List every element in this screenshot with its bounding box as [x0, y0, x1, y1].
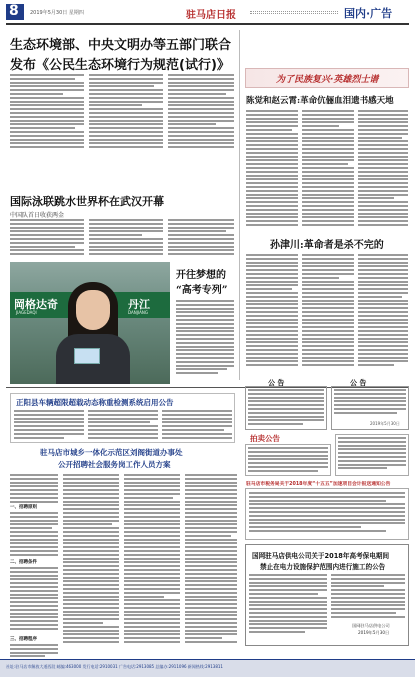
- grid-col2: [331, 574, 405, 620]
- recruit-headline-line1: 驻马店市城乡一体化示范区刘阁街道办事处: [40, 448, 183, 457]
- header-ornament: [250, 11, 338, 14]
- recruit-col1c: [10, 567, 58, 632]
- diving-headline: 国际泳联跳水世界杯在武汉开幕: [10, 195, 164, 208]
- vehicle-headline: 正阳县车辆超限超载动态称重检测系统启用公告: [16, 398, 174, 407]
- top-headline-line1: 生态环境部、中央文明办等五部门联合: [10, 38, 232, 53]
- masthead: 驻马店日报: [186, 10, 236, 21]
- grid-date: 2019年5月30日: [358, 630, 390, 635]
- student-ticket: [74, 348, 100, 364]
- diving-col1: [10, 219, 84, 257]
- grid-headline-line1: 国网驻马店供电公司关于2018年高考保电期间: [252, 552, 390, 560]
- notice2-date: 2019年5月30日: [370, 421, 400, 426]
- student-photo: [10, 262, 170, 384]
- tax-text: [249, 492, 405, 534]
- photo-caption-text: [176, 300, 234, 376]
- notice1-title: 公 告: [268, 379, 285, 387]
- top-article-col3: [168, 74, 234, 150]
- banner-right-sub: DANJIANG: [128, 310, 148, 315]
- photo-title-line1: 开往梦想的: [176, 270, 226, 281]
- hero-banner-text: 为了民族复兴·英雄烈士谱: [276, 75, 379, 85]
- recruit-col3: [124, 474, 180, 645]
- banner-left-text: 岡格达奇: [14, 298, 58, 311]
- column-separator: [239, 30, 240, 380]
- hero1-col3: [358, 110, 408, 228]
- grid-signature: 国网驻马店供电公司: [352, 623, 390, 628]
- diving-col3: [168, 219, 234, 257]
- recruit-section3: 三、招聘程序: [10, 637, 37, 642]
- recruit-section2: 二、招聘条件: [10, 560, 37, 565]
- student-face: [76, 290, 110, 330]
- section-label: 国内·广告: [344, 7, 393, 20]
- notice-small-text: [338, 437, 406, 471]
- grid-col1: [249, 574, 327, 635]
- recruit-headline-line2: 公开招聘社会服务岗工作人员方案: [58, 460, 171, 469]
- date-line: 2019年5月30日 星期四: [30, 10, 84, 16]
- vehicle-col1: [14, 410, 84, 440]
- footer-text: 社址:驻马店市解放大道西段 邮编:463000 发行电话:2910031 广告电话:2913085 总编办:2911096 新闻热线:2913811: [6, 664, 223, 669]
- hero2-col2: [302, 254, 354, 368]
- hero1-col2: [302, 110, 354, 228]
- banner-left-sub: JIAGEDAQI: [16, 310, 37, 315]
- tax-headline: 驻马店市税务局关于2018年度“十五五”加速项目会计报送通知公告: [246, 482, 391, 487]
- top-headline-line2: 发布《公民生态环境行为规范(试行)》: [10, 58, 230, 73]
- grid-headline-line2: 禁止在电力设施保护范围内进行施工的公告: [260, 563, 386, 571]
- hero2-headline: 孙津川:革命者是杀不完的: [270, 240, 384, 251]
- banner-right-text: 丹江: [128, 298, 150, 311]
- auction-title: 拍卖公告: [250, 434, 280, 443]
- hero1-headline: 陈觉和赵云霄:革命伉俪血泪遗书感天地: [246, 96, 394, 106]
- diving-col2: [89, 219, 163, 257]
- header-rule: [6, 23, 409, 25]
- diving-source: 中国队首日收获两金: [10, 212, 65, 219]
- recruit-col1d: [10, 644, 58, 659]
- recruit-col4: [185, 474, 237, 645]
- recruit-col1b: [10, 512, 58, 558]
- recruit-col2: [63, 474, 119, 645]
- notice1-text: [248, 389, 324, 427]
- photo-title-line2: “高考专列”: [176, 285, 228, 296]
- vehicle-col2: [88, 410, 158, 440]
- recruit-col1: [10, 474, 58, 504]
- hero1-col1: [246, 110, 298, 228]
- hero2-col3: [358, 254, 408, 368]
- page-number: 8: [9, 3, 19, 19]
- auction-text: [248, 447, 328, 474]
- top-article-col2: [89, 74, 163, 150]
- vehicle-col3: [162, 410, 232, 440]
- notice2-title: 公 告: [350, 379, 367, 387]
- hero2-col1: [246, 254, 298, 368]
- recruit-section1: 一、招聘原则: [10, 505, 37, 510]
- top-article-col1: [10, 74, 84, 150]
- notice2-text: [334, 389, 406, 416]
- page-header: [6, 4, 409, 22]
